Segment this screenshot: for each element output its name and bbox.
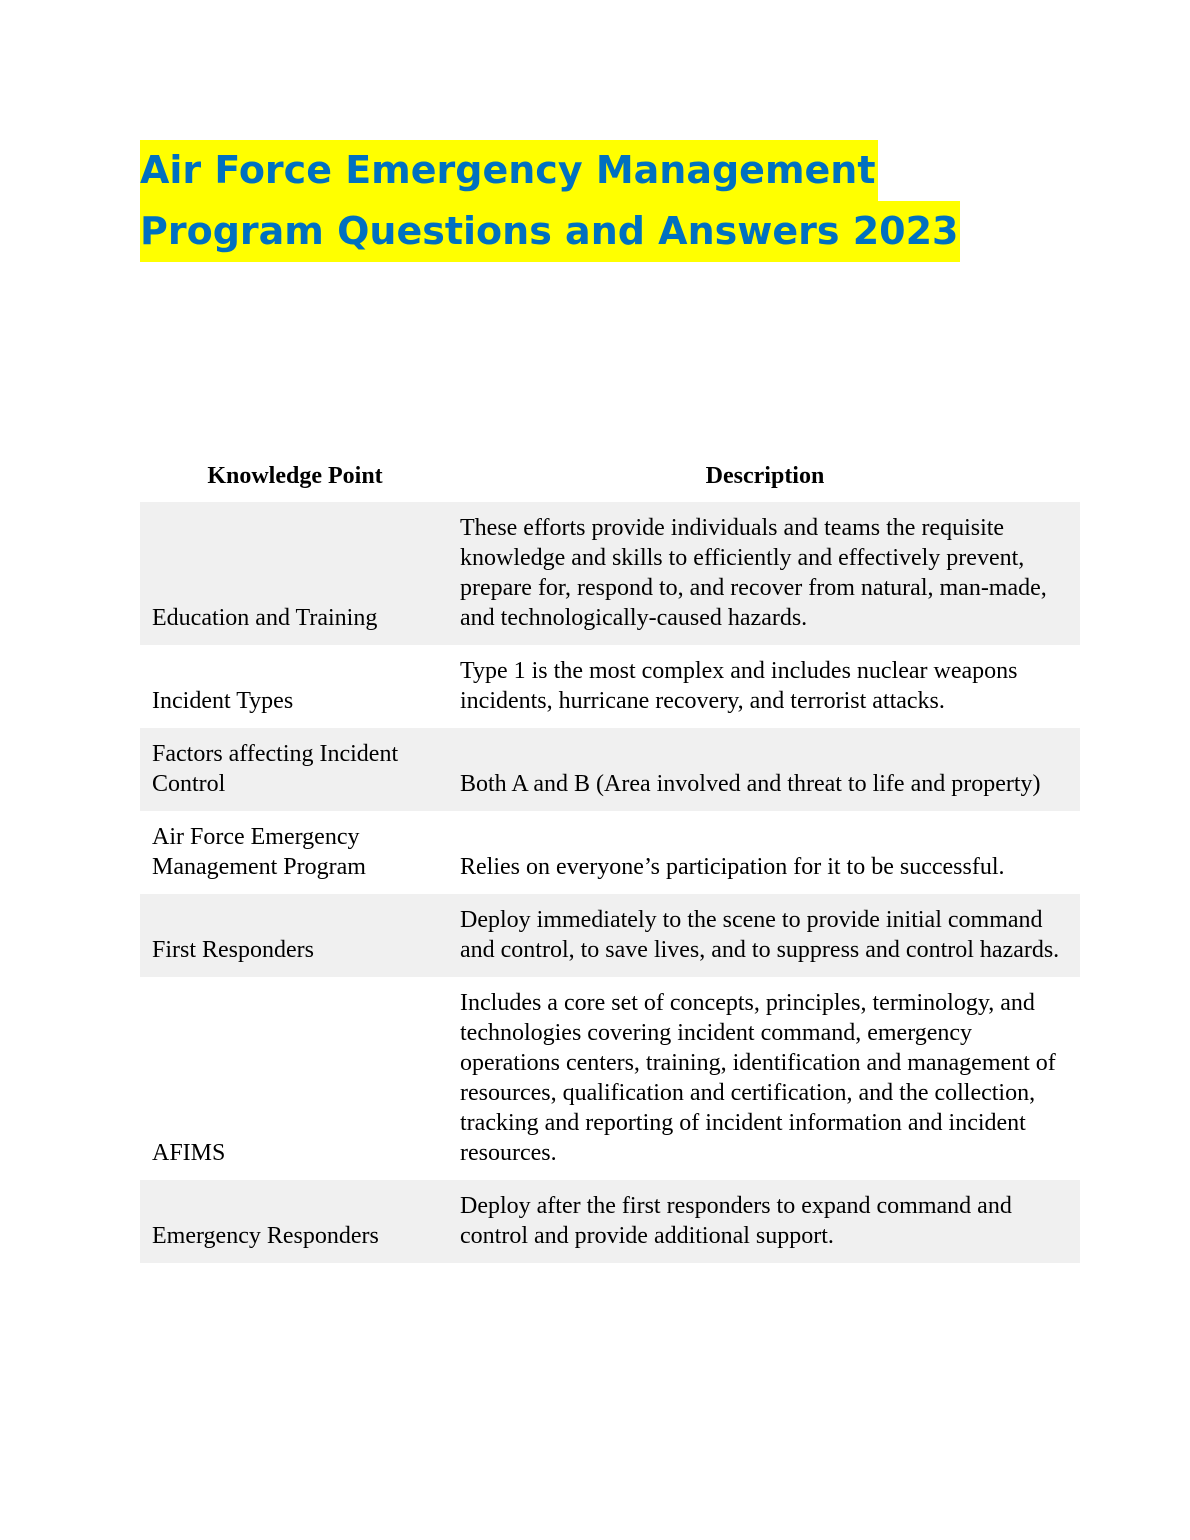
description-cell: Type 1 is the most complex and includes nuclear weapons incidents, hurricane recovery, and terrorist attacks. — [460, 658, 1018, 714]
header-knowledge-point: Knowledge Point — [207, 463, 383, 489]
knowledge-point-cell: First Responders — [140, 894, 450, 977]
knowledge-table — [140, 458, 1080, 1263]
knowledge-point-cell: Factors affecting Incident Control — [140, 728, 450, 811]
description-cell: Deploy after the first responders to expand command and control and provide additional support. — [450, 1180, 1080, 1263]
knowledge-point-cell: AFIMS — [152, 1140, 226, 1166]
knowledge-point-cell: Incident Types — [152, 688, 294, 714]
title-line-1: Air Force Emergency Management — [140, 140, 878, 201]
description-cell: Includes a core set of concepts, principles, terminology, and technologies covering incident command, emergency operations centers, training, identification and management of resources, qualification and certification, and the collection, tracking and reporting of incident information and incident resources. — [460, 990, 1056, 1166]
knowledge-point-cell: Education and Training — [140, 502, 450, 645]
description-cell: These efforts provide individuals and teams the requisite knowledge and skills to efficiently and effectively prevent, prepare for, respond to, and recover from natural, man-made, and technologically-caused hazards. — [450, 502, 1080, 645]
table-row — [140, 502, 1080, 645]
knowledge-point-cell: Emergency Responders — [140, 1180, 450, 1263]
table-row — [140, 811, 1080, 894]
table-row — [140, 1180, 1080, 1263]
table-row — [140, 645, 1080, 728]
table-row — [140, 977, 1080, 1180]
description-cell: Deploy immediately to the scene to provide initial command and control, to save lives, and to suppress and control hazards. — [450, 894, 1080, 977]
table-row — [140, 728, 1080, 811]
table-header-row — [140, 458, 1080, 502]
description-cell: Both A and B (Area involved and threat to life and property) — [450, 728, 1080, 811]
knowledge-point-cell: Air Force Emergency Management Program — [152, 824, 366, 880]
table-row — [140, 894, 1080, 977]
header-description: Description — [705, 463, 825, 489]
title-line-2: Program Questions and Answers 2023 — [140, 201, 960, 262]
description-cell: Relies on everyone’s participation for it to be successful. — [460, 854, 1005, 880]
page-title — [140, 140, 960, 262]
